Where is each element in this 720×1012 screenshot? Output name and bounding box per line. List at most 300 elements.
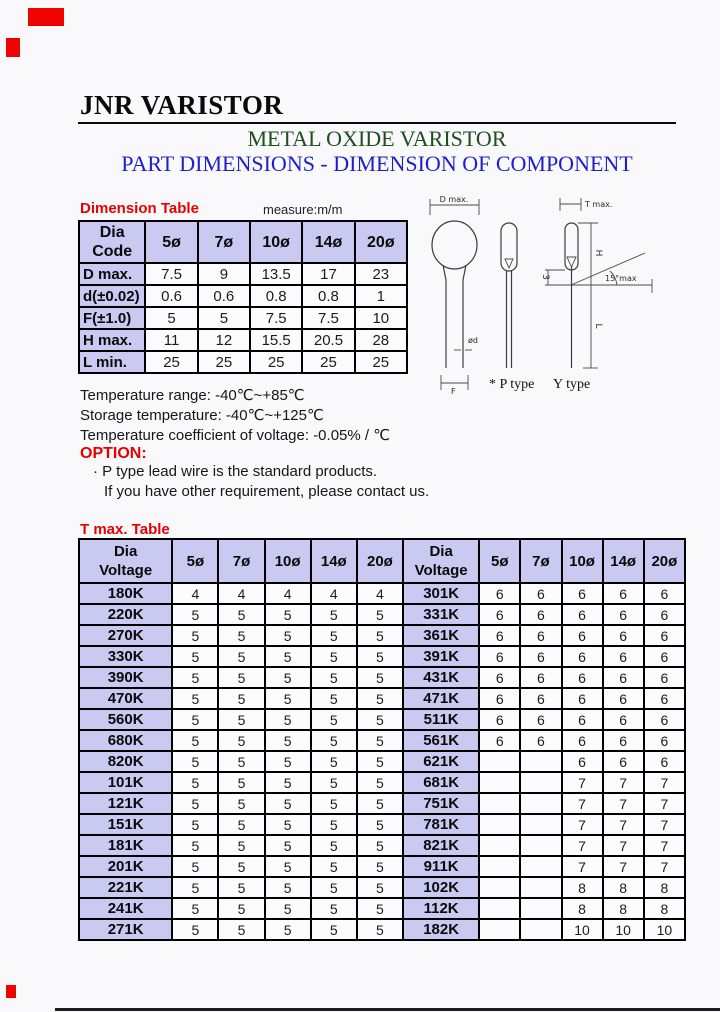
dim-corner-header: Dia Code	[79, 221, 145, 263]
tmax-row	[79, 814, 685, 835]
tmax-cell: 5	[357, 772, 403, 793]
tmax-cell: 6	[603, 646, 644, 667]
dim-cell: 0.8	[302, 285, 354, 307]
tmax-voltage-label: 180K	[79, 583, 172, 604]
tmax-col-header: 7ø	[520, 539, 561, 583]
tmax-cell: 6	[603, 625, 644, 646]
tmax-cell: 5	[357, 919, 403, 940]
title-underline	[78, 122, 676, 124]
tmax-row	[79, 730, 685, 751]
dim-label-t-max: T max.	[585, 200, 613, 209]
tmax-cell: 10	[644, 919, 685, 940]
tmax-col-header: 14ø	[603, 539, 644, 583]
tmax-cell: 5	[172, 604, 218, 625]
tmax-voltage-label: 181K	[79, 835, 172, 856]
tmax-voltage-label: 270K	[79, 625, 172, 646]
tmax-cell: 5	[218, 709, 264, 730]
tmax-cell: 8	[562, 877, 603, 898]
tmax-cell: 6	[479, 604, 520, 625]
tmax-cell: 6	[644, 604, 685, 625]
dim-row-label: L min.	[79, 351, 145, 373]
red-stamp-mark	[6, 985, 16, 998]
bottom-rule	[55, 1008, 720, 1011]
tmax-cell: 5	[311, 646, 357, 667]
tmax-cell: 6	[520, 583, 561, 604]
tmax-cell: 5	[265, 730, 311, 751]
tmax-row	[79, 583, 685, 604]
tmax-cell: 6	[562, 709, 603, 730]
tmax-cell: 10	[562, 919, 603, 940]
tmax-cell: 5	[172, 625, 218, 646]
tmax-voltage-label: 681K	[403, 772, 479, 793]
tmax-cell: 5	[218, 919, 264, 940]
tmax-cell: 6	[562, 625, 603, 646]
dim-col-header: 7ø	[198, 221, 250, 263]
tmax-cell: 6	[562, 730, 603, 751]
dim-label-three: 3	[540, 274, 550, 280]
temperature-coefficient-note: Temperature coefficient of voltage: -0.05% / ℃	[80, 427, 391, 444]
tmax-cell: 8	[562, 898, 603, 919]
tmax-cell: 5	[172, 772, 218, 793]
dim-row	[79, 351, 407, 373]
red-stamp-mark	[6, 38, 20, 57]
tmax-cell: 6	[520, 730, 561, 751]
tmax-row	[79, 625, 685, 646]
tmax-voltage-label: 470K	[79, 688, 172, 709]
tmax-col-header: 14ø	[311, 539, 357, 583]
tmax-cell	[479, 919, 520, 940]
tmax-cell: 5	[218, 646, 264, 667]
dim-row	[79, 307, 407, 329]
tmax-cell: 5	[357, 688, 403, 709]
tmax-voltage-label: 390K	[79, 667, 172, 688]
y-type-label: Y type	[553, 377, 591, 392]
tmax-cell: 5	[172, 751, 218, 772]
dim-row-label: D max.	[79, 263, 145, 285]
dim-cell: 0.8	[250, 285, 302, 307]
tmax-voltage-label: 201K	[79, 856, 172, 877]
tmax-cell	[520, 898, 561, 919]
tmax-voltage-label: 820K	[79, 751, 172, 772]
dim-cell: 10	[355, 307, 407, 329]
tmax-cell: 7	[644, 772, 685, 793]
tmax-cell: 5	[172, 688, 218, 709]
tmax-cell: 5	[218, 772, 264, 793]
tmax-cell: 5	[172, 730, 218, 751]
tmax-row	[79, 667, 685, 688]
tmax-cell: 5	[311, 856, 357, 877]
dim-label-lead-diameter: ød	[468, 336, 478, 345]
tmax-cell: 5	[357, 667, 403, 688]
tmax-cell: 5	[311, 793, 357, 814]
tmax-cell: 6	[520, 625, 561, 646]
tmax-cell: 5	[357, 898, 403, 919]
tmax-cell: 5	[265, 814, 311, 835]
tmax-voltage-label: 561K	[403, 730, 479, 751]
tmax-cell: 5	[172, 919, 218, 940]
tmax-voltage-label: 391K	[403, 646, 479, 667]
dim-col-header: 5ø	[145, 221, 197, 263]
tmax-cell: 7	[562, 793, 603, 814]
tmax-cell: 5	[265, 793, 311, 814]
dim-row	[79, 329, 407, 351]
tmax-cell: 6	[644, 709, 685, 730]
tmax-voltage-label: 330K	[79, 646, 172, 667]
tmax-voltage-label: 751K	[403, 793, 479, 814]
tmax-row	[79, 772, 685, 793]
tmax-cell: 5	[172, 856, 218, 877]
tmax-cell: 5	[311, 625, 357, 646]
red-stamp-mark	[28, 8, 64, 26]
option-note-line2: If you have other requirement, please contact us.	[104, 483, 430, 500]
part-diagram	[405, 193, 720, 400]
tmax-cell: 6	[644, 667, 685, 688]
tmax-cell: 7	[562, 814, 603, 835]
tmax-cell: 6	[644, 625, 685, 646]
tmax-voltage-label: 112K	[403, 898, 479, 919]
tmax-row	[79, 709, 685, 730]
tmax-cell: 5	[172, 709, 218, 730]
tmax-cell	[479, 835, 520, 856]
tmax-cell: 7	[644, 793, 685, 814]
tmax-cell: 5	[218, 604, 264, 625]
dim-cell: 15.5	[250, 329, 302, 351]
tmax-voltage-label: 220K	[79, 604, 172, 625]
tmax-cell: 7	[603, 772, 644, 793]
dimension-table-header-row	[79, 221, 407, 263]
dim-cell: 23	[355, 263, 407, 285]
dim-cell: 28	[355, 329, 407, 351]
tmax-cell: 6	[479, 625, 520, 646]
tmax-cell: 5	[311, 730, 357, 751]
tmax-cell: 5	[311, 814, 357, 835]
tmax-cell: 5	[172, 667, 218, 688]
tmax-voltage-label: 241K	[79, 898, 172, 919]
dim-cell: 7.5	[145, 263, 197, 285]
dim-col-header: 20ø	[355, 221, 407, 263]
dim-row-label: H max.	[79, 329, 145, 351]
tmax-cell: 5	[311, 667, 357, 688]
tmax-cell: 5	[172, 646, 218, 667]
tmax-cell: 6	[644, 730, 685, 751]
tmax-cell	[520, 919, 561, 940]
tmax-cell	[520, 751, 561, 772]
tmax-row	[79, 604, 685, 625]
tmax-cell	[520, 814, 561, 835]
tmax-cell: 6	[644, 688, 685, 709]
tmax-cell: 6	[479, 667, 520, 688]
tmax-cell: 6	[520, 646, 561, 667]
temperature-range-note: Temperature range: -40℃~+85℃	[80, 387, 305, 404]
tmax-cell: 8	[644, 898, 685, 919]
tmax-cell: 6	[603, 583, 644, 604]
tmax-row	[79, 835, 685, 856]
tmax-col-header: 10ø	[562, 539, 603, 583]
tmax-voltage-label: 271K	[79, 919, 172, 940]
tmax-cell: 8	[644, 877, 685, 898]
tmax-cell: 5	[265, 688, 311, 709]
tmax-cell: 6	[644, 646, 685, 667]
tmax-cell: 5	[357, 751, 403, 772]
dim-cell: 17	[302, 263, 354, 285]
tmax-cell: 6	[479, 709, 520, 730]
tmax-cell: 5	[265, 772, 311, 793]
tmax-cell	[479, 772, 520, 793]
tmax-cell: 4	[357, 583, 403, 604]
tmax-cell: 7	[644, 856, 685, 877]
tmax-cell: 5	[311, 898, 357, 919]
tmax-cell: 5	[265, 709, 311, 730]
dim-row	[79, 285, 407, 307]
tmax-row	[79, 688, 685, 709]
tmax-row	[79, 856, 685, 877]
tmax-cell: 6	[479, 730, 520, 751]
dim-label-l: L	[593, 323, 603, 329]
tmax-cell: 5	[218, 814, 264, 835]
tmax-cell: 5	[172, 793, 218, 814]
tmax-cell: 7	[603, 814, 644, 835]
subtitle-metal-oxide-varistor: METAL OXIDE VARISTOR	[247, 126, 507, 151]
tmax-cell	[479, 877, 520, 898]
tmax-cell: 6	[520, 667, 561, 688]
tmax-cell: 7	[562, 835, 603, 856]
tmax-cell: 6	[479, 688, 520, 709]
tmax-cell	[479, 814, 520, 835]
dim-row	[79, 263, 407, 285]
page-title: JNR VARISTOR	[80, 90, 284, 120]
tmax-cell	[479, 856, 520, 877]
tmax-cell: 5	[172, 835, 218, 856]
tmax-cell: 5	[311, 919, 357, 940]
tmax-cell: 5	[265, 646, 311, 667]
tmax-voltage-label: 221K	[79, 877, 172, 898]
tmax-cell	[520, 835, 561, 856]
tmax-cell: 6	[644, 583, 685, 604]
tmax-cell	[520, 793, 561, 814]
tmax-cell: 7	[562, 772, 603, 793]
tmax-cell: 5	[357, 793, 403, 814]
dim-label-f: F	[451, 387, 456, 396]
tmax-cell: 5	[172, 877, 218, 898]
dim-cell: 25	[355, 351, 407, 373]
tmax-cell: 5	[357, 625, 403, 646]
tmax-row	[79, 898, 685, 919]
tmax-cell: 7	[603, 793, 644, 814]
tmax-cell: 5	[218, 877, 264, 898]
dim-label-d-max: D max.	[439, 195, 469, 204]
dim-label-h: H	[593, 249, 603, 257]
tmax-col-header: 20ø	[644, 539, 685, 583]
tmax-row	[79, 793, 685, 814]
tmax-cell: 4	[265, 583, 311, 604]
option-label: OPTION:	[80, 445, 147, 462]
tmax-cell: 6	[562, 646, 603, 667]
dim-cell: 7.5	[250, 307, 302, 329]
tmax-cell: 5	[357, 856, 403, 877]
dim-row-label: d(±0.02)	[79, 285, 145, 307]
dim-cell: 9	[198, 263, 250, 285]
dimension-table-label: Dimension Table	[80, 200, 199, 217]
dim-cell: 5	[145, 307, 197, 329]
tmax-cell: 5	[357, 646, 403, 667]
tmax-corner-header-right: Dia Voltage	[403, 539, 479, 583]
tmax-row	[79, 877, 685, 898]
tmax-table	[78, 538, 686, 941]
tmax-cell: 5	[265, 877, 311, 898]
tmax-cell: 5	[218, 751, 264, 772]
tmax-cell: 5	[357, 814, 403, 835]
tmax-cell: 5	[265, 898, 311, 919]
tmax-cell: 6	[520, 604, 561, 625]
dim-cell: 0.6	[198, 285, 250, 307]
tmax-cell: 5	[311, 772, 357, 793]
tmax-cell: 4	[218, 583, 264, 604]
tmax-col-header: 20ø	[357, 539, 403, 583]
tmax-cell: 5	[311, 835, 357, 856]
tmax-cell	[520, 877, 561, 898]
tmax-cell: 5	[311, 604, 357, 625]
dim-col-header: 14ø	[302, 221, 354, 263]
tmax-voltage-label: 182K	[403, 919, 479, 940]
dim-cell: 7.5	[302, 307, 354, 329]
dim-cell: 11	[145, 329, 197, 351]
tmax-cell: 5	[311, 877, 357, 898]
tmax-cell: 8	[603, 898, 644, 919]
dim-col-header: 10ø	[250, 221, 302, 263]
tmax-voltage-label: 151K	[79, 814, 172, 835]
tmax-cell: 6	[603, 688, 644, 709]
tmax-cell: 6	[562, 583, 603, 604]
tmax-cell: 5	[218, 730, 264, 751]
tmax-voltage-label: 471K	[403, 688, 479, 709]
tmax-cell: 7	[603, 856, 644, 877]
dim-cell: 25	[145, 351, 197, 373]
tmax-cell: 5	[357, 709, 403, 730]
tmax-table-header-row	[79, 539, 685, 583]
tmax-cell	[520, 772, 561, 793]
dim-cell: 25	[198, 351, 250, 373]
tmax-row	[79, 919, 685, 940]
tmax-cell: 5	[265, 835, 311, 856]
tmax-col-header: 5ø	[479, 539, 520, 583]
tmax-cell: 6	[644, 751, 685, 772]
dim-cell: 20.5	[302, 329, 354, 351]
p-type-label: * P type	[489, 377, 535, 392]
tmax-cell: 5	[265, 625, 311, 646]
tmax-cell: 6	[603, 709, 644, 730]
tmax-cell	[479, 898, 520, 919]
dim-cell: 25	[250, 351, 302, 373]
tmax-cell: 5	[311, 751, 357, 772]
tmax-cell: 6	[562, 751, 603, 772]
tmax-cell: 5	[265, 919, 311, 940]
tmax-cell: 5	[265, 751, 311, 772]
tmax-voltage-label: 781K	[403, 814, 479, 835]
tmax-voltage-label: 361K	[403, 625, 479, 646]
tmax-voltage-label: 821K	[403, 835, 479, 856]
dim-cell: 5	[198, 307, 250, 329]
tmax-voltage-label: 101K	[79, 772, 172, 793]
tmax-voltage-label: 121K	[79, 793, 172, 814]
dim-label-angle: 15°max	[605, 274, 637, 283]
tmax-cell	[520, 856, 561, 877]
tmax-cell: 5	[265, 667, 311, 688]
storage-temperature-note: Storage temperature: -40℃~+125℃	[80, 407, 324, 424]
tmax-cell: 6	[562, 667, 603, 688]
tmax-cell: 5	[357, 730, 403, 751]
tmax-cell: 6	[562, 604, 603, 625]
tmax-cell: 5	[265, 604, 311, 625]
tmax-cell: 5	[218, 688, 264, 709]
tmax-cell: 6	[520, 709, 561, 730]
tmax-col-header: 10ø	[265, 539, 311, 583]
tmax-cell: 7	[644, 814, 685, 835]
measure-unit-note: measure:m/m	[263, 202, 343, 217]
dim-cell: 12	[198, 329, 250, 351]
tmax-voltage-label: 911K	[403, 856, 479, 877]
tmax-cell: 7	[562, 856, 603, 877]
tmax-cell: 5	[218, 898, 264, 919]
tmax-cell: 5	[311, 709, 357, 730]
tmax-cell: 6	[520, 688, 561, 709]
tmax-cell: 5	[172, 814, 218, 835]
tmax-cell: 5	[218, 793, 264, 814]
tmax-voltage-label: 680K	[79, 730, 172, 751]
tmax-cell: 6	[479, 646, 520, 667]
tmax-cell: 4	[311, 583, 357, 604]
tmax-voltage-label: 102K	[403, 877, 479, 898]
tmax-cell: 5	[357, 877, 403, 898]
tmax-cell: 5	[311, 688, 357, 709]
tmax-cell: 5	[218, 835, 264, 856]
tmax-cell: 10	[603, 919, 644, 940]
tmax-col-header: 7ø	[218, 539, 264, 583]
tmax-cell: 5	[357, 835, 403, 856]
dimension-table	[78, 220, 408, 374]
tmax-row	[79, 646, 685, 667]
tmax-voltage-label: 621K	[403, 751, 479, 772]
dim-row-label: F(±1.0)	[79, 307, 145, 329]
tmax-col-header: 5ø	[172, 539, 218, 583]
dim-cell: 25	[302, 351, 354, 373]
tmax-corner-header-left: Dia Voltage	[79, 539, 172, 583]
tmax-cell: 6	[603, 730, 644, 751]
tmax-cell: 4	[172, 583, 218, 604]
tmax-cell	[479, 793, 520, 814]
tmax-table-label: T max. Table	[80, 521, 170, 538]
tmax-voltage-label: 301K	[403, 583, 479, 604]
tmax-cell: 6	[479, 583, 520, 604]
tmax-cell: 7	[603, 835, 644, 856]
tmax-cell: 5	[218, 856, 264, 877]
tmax-voltage-label: 431K	[403, 667, 479, 688]
option-note-line1: · P type lead wire is the standard products.	[93, 463, 378, 480]
subtitle-part-dimensions: PART DIMENSIONS - DIMENSION OF COMPONENT	[121, 151, 633, 176]
tmax-voltage-label: 511K	[403, 709, 479, 730]
tmax-cell: 6	[603, 604, 644, 625]
dim-cell: 1	[355, 285, 407, 307]
tmax-cell: 7	[644, 835, 685, 856]
dim-cell: 0.6	[145, 285, 197, 307]
tmax-cell: 6	[562, 688, 603, 709]
dim-cell: 13.5	[250, 263, 302, 285]
tmax-row	[79, 751, 685, 772]
tmax-cell: 5	[172, 898, 218, 919]
tmax-voltage-label: 560K	[79, 709, 172, 730]
tmax-cell: 5	[357, 604, 403, 625]
tmax-voltage-label: 331K	[403, 604, 479, 625]
tmax-cell: 6	[603, 667, 644, 688]
